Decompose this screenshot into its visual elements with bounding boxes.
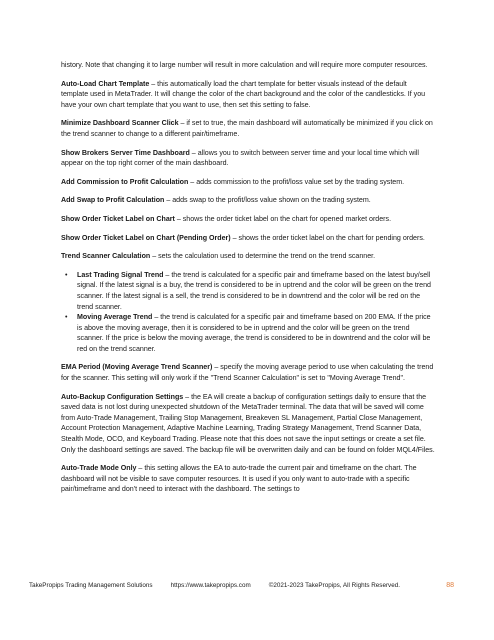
paragraph: Add Commission to Profit Calculation – adds commission to the profit/loss value set by the trading system. [61, 177, 405, 186]
paragraph: Add Swap to Profit Calculation – adds swap to the profit/loss value shown on the trading system. [61, 196, 371, 205]
paragraph: Auto-Load Chart Template – this automatically load the chart template for better visuals instead of the default template used in MetaTrader. It will change the color of the chart background and the color of the candlesticks. If you have your own chart template that you want to use, then set this setting to false. [61, 79, 426, 109]
bullet-list [61, 270, 435, 355]
footer-company: TakePropips Trading Management Solutions [29, 582, 153, 589]
bullet-icon: • [65, 313, 68, 322]
list-item: • Moving Average Trend – the trend is calculated for a specific pair and timeframe based on 200 EMA. If the price is above the moving average, then it is considered to be in uptrend and the color will be green on the trend scanner. If the price is below the moving average, the trend is considered to be in downtrend and the color will be red on the trend scanner. [65, 313, 431, 353]
bullet-icon: • [65, 270, 68, 279]
paragraph: history. Note that changing it to large number will result in more calculation and will require more computer resources. [61, 61, 428, 69]
document-body [61, 60, 435, 503]
paragraph: Show Order Ticket Label on Chart – shows the order ticket label on the chart for opened market orders. [61, 214, 392, 223]
paragraph: Show Brokers Server Time Dashboard – allows you to switch between server time and your local time which will appear on the top right corner of the main dashboard. [61, 148, 419, 168]
paragraph: EMA Period (Moving Average Trend Scanner) – specify the moving average period to use when calculating the trend for the scanner. This setting will only work if the "Trend Scanner Calculation" is set to "Moving Average Trend". [61, 363, 434, 383]
paragraph: Show Order Ticket Label on Chart (Pending Order) – shows the order ticket label on the chart for pending orders. [61, 233, 425, 242]
list-item: • Last Trading Signal Trend – the trend is calculated for a specific pair and timeframe based on the latest buy/sell signal. If the latest signal is a buy, the trend is considered to be in uptrend and the color will be green on the trend scanner. If the latest signal is a sell, the trend is considered to be in downtrend and the color will be red on the trend scanner. [65, 270, 431, 311]
footer-url[interactable]: https://www.takepropips.com [170, 582, 251, 589]
paragraph: Auto-Backup Configuration Settings – the EA will create a backup of configuration settings daily to ensure that the saved data is not lost during unexpected shutdown of the MetaTrader terminal. The data that will be saved will come from Auto-Trade Management, Trailing Stop Management, Breakeven SL Management, Partial Close Management, Account Protection Management, Adaptive Machine Learning, Trading Strategy Management, Trend Scanner Data, Stealth Mode, OCO, and Keyboard Trading. Please note that this does not save the input settings or create a set file. Only the dashboard settings are saved. The backup file will be overwritten daily and can be found on folder MQL4/Files. [61, 392, 435, 454]
page-number: 88 [446, 582, 454, 589]
paragraph: Trend Scanner Calculation – sets the calculation used to determine the trend on the trend scanner. [61, 252, 376, 261]
paragraph: Minimize Dashboard Scanner Click – if set to true, the main dashboard will automatically be minimized if you click on the trend scanner to change to a different pair/timeframe. [61, 119, 433, 138]
footer-copyright: ©2021-2023 TakePropips, All Rights Reserved. [268, 582, 400, 589]
page-footer [29, 582, 454, 589]
paragraph: Auto-Trade Mode Only – this setting allows the EA to auto-trade the current pair and timeframe on the chart. The dashboard will not be visible to save computer resources. It is used if you only want to auto-trade with a specific pair/timeframe and don't need to interact with the dashboard. The settings to [61, 464, 417, 494]
